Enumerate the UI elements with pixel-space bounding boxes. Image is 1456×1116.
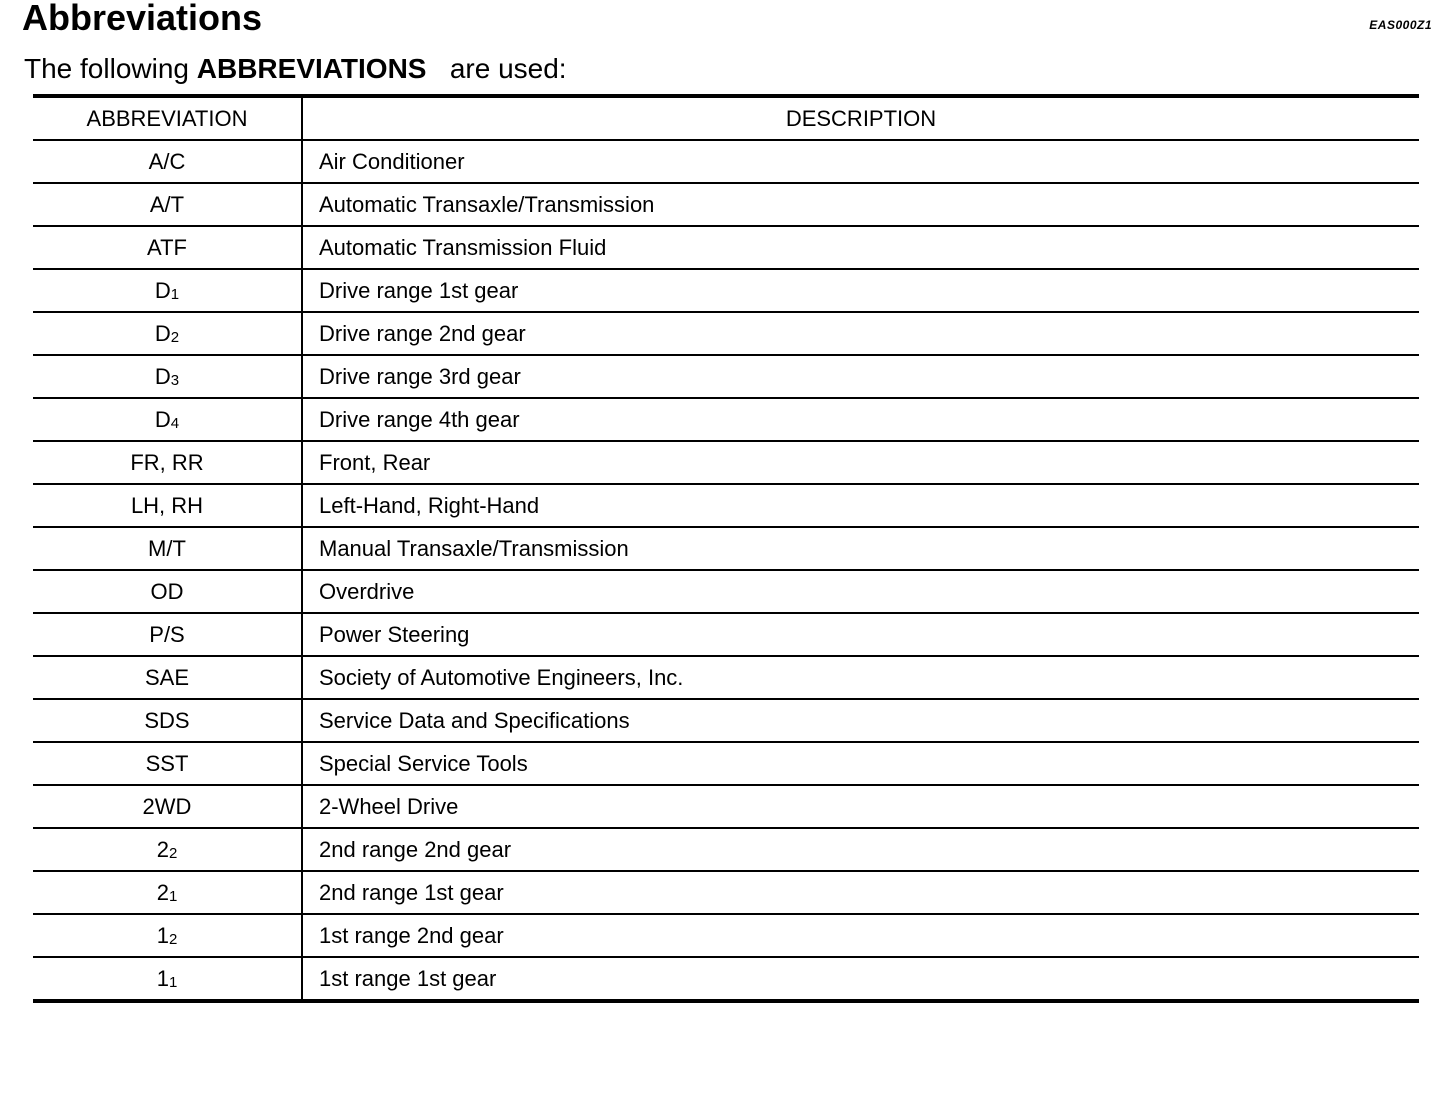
abbreviation-cell (33, 269, 302, 312)
abbreviation-cell (33, 527, 302, 570)
description-cell: Manual Transaxle/Transmission (302, 527, 1419, 570)
abbreviation-cell (33, 613, 302, 656)
abbreviation-cell (33, 785, 302, 828)
abbreviation-cell (33, 183, 302, 226)
abbreviation-subscript: 2 (170, 328, 180, 346)
description-cell: Drive range 4th gear (302, 398, 1419, 441)
table-row (33, 269, 1419, 312)
description-cell: Automatic Transmission Fluid (302, 226, 1419, 269)
abbreviation-text: D (154, 406, 171, 432)
abbreviations-table (33, 94, 1419, 1003)
abbreviation-cell (33, 312, 302, 355)
intro-sentence (24, 52, 567, 86)
abbreviation-subscript: 4 (170, 414, 180, 432)
table-row (33, 785, 1419, 828)
description-cell: 1st range 1st gear (302, 957, 1419, 1001)
table-body (33, 140, 1419, 1001)
intro-bold-term: ABBREVIATIONS (196, 53, 427, 84)
abbreviation-cell (33, 914, 302, 957)
table-row (33, 828, 1419, 871)
abbreviation-text: 1 (156, 922, 169, 948)
table-row (33, 312, 1419, 355)
document-code: EAS000Z1 (1369, 18, 1432, 32)
description-cell: Drive range 2nd gear (302, 312, 1419, 355)
abbreviation-cell (33, 742, 302, 785)
table-row (33, 140, 1419, 183)
abbreviation-cell (33, 226, 302, 269)
abbreviation-text: FR, RR (130, 449, 204, 475)
description-cell: Front, Rear (302, 441, 1419, 484)
table-row (33, 484, 1419, 527)
abbreviation-text: D (154, 277, 171, 303)
abbreviation-subscript: 1 (168, 887, 178, 905)
abbreviation-cell (33, 656, 302, 699)
intro-prefix: The following (24, 53, 197, 84)
abbreviation-subscript: 2 (168, 844, 178, 862)
abbreviation-text: A/T (149, 191, 185, 217)
abbreviation-text: 1 (156, 965, 169, 991)
table-row (33, 570, 1419, 613)
abbreviation-text: SAE (144, 664, 190, 690)
abbreviation-text: LH, RH (130, 492, 204, 518)
abbreviation-cell (33, 484, 302, 527)
abbreviation-subscript: 1 (170, 285, 180, 303)
table-row (33, 613, 1419, 656)
description-cell: Automatic Transaxle/Transmission (302, 183, 1419, 226)
description-cell: 2-Wheel Drive (302, 785, 1419, 828)
description-cell: Drive range 1st gear (302, 269, 1419, 312)
abbreviation-subscript: 2 (168, 930, 178, 948)
description-cell: Power Steering (302, 613, 1419, 656)
table-row (33, 226, 1419, 269)
table-row (33, 871, 1419, 914)
abbreviation-text: 2WD (142, 793, 192, 819)
description-cell: Society of Automotive Engineers, Inc. (302, 656, 1419, 699)
abbreviations-table-container (33, 94, 1419, 1003)
abbreviation-cell (33, 140, 302, 183)
column-header-abbreviation: ABBREVIATION (33, 96, 302, 140)
intro-suffix: are used: (426, 53, 567, 84)
description-cell: Drive range 3rd gear (302, 355, 1419, 398)
description-cell: Service Data and Specifications (302, 699, 1419, 742)
table-row (33, 656, 1419, 699)
table-row (33, 957, 1419, 1001)
description-cell: Overdrive (302, 570, 1419, 613)
abbreviation-text: D (154, 363, 171, 389)
abbreviation-text: D (154, 320, 171, 346)
abbreviation-cell (33, 441, 302, 484)
abbreviation-cell (33, 355, 302, 398)
abbreviation-subscript: 3 (170, 371, 180, 389)
table-row (33, 699, 1419, 742)
table-row (33, 183, 1419, 226)
table-row (33, 914, 1419, 957)
abbreviation-text: A/C (148, 148, 186, 174)
page-title: Abbreviations (22, 0, 263, 38)
column-header-description: DESCRIPTION (302, 96, 1419, 140)
abbreviation-cell (33, 570, 302, 613)
description-cell: 2nd range 1st gear (302, 871, 1419, 914)
abbreviation-text: 2 (156, 879, 169, 905)
table-row (33, 398, 1419, 441)
table-row (33, 742, 1419, 785)
description-cell: 2nd range 2nd gear (302, 828, 1419, 871)
abbreviation-text: 2 (156, 836, 169, 862)
description-cell: Special Service Tools (302, 742, 1419, 785)
abbreviation-cell (33, 828, 302, 871)
description-cell: 1st range 2nd gear (302, 914, 1419, 957)
abbreviation-cell (33, 957, 302, 1001)
table-row (33, 355, 1419, 398)
abbreviation-cell (33, 398, 302, 441)
abbreviation-text: SDS (144, 707, 190, 733)
description-cell: Left-Hand, Right-Hand (302, 484, 1419, 527)
abbreviation-subscript: 1 (168, 973, 178, 991)
abbreviation-text: SST (145, 750, 189, 776)
table-row (33, 527, 1419, 570)
abbreviation-text: ATF (147, 234, 187, 260)
abbreviation-text: OD (150, 578, 184, 604)
table-row (33, 441, 1419, 484)
abbreviation-cell (33, 871, 302, 914)
abbreviation-cell (33, 699, 302, 742)
table-header-row (33, 96, 1419, 140)
abbreviation-text: M/T (148, 535, 186, 561)
abbreviation-text: P/S (149, 621, 185, 647)
description-cell: Air Conditioner (302, 140, 1419, 183)
